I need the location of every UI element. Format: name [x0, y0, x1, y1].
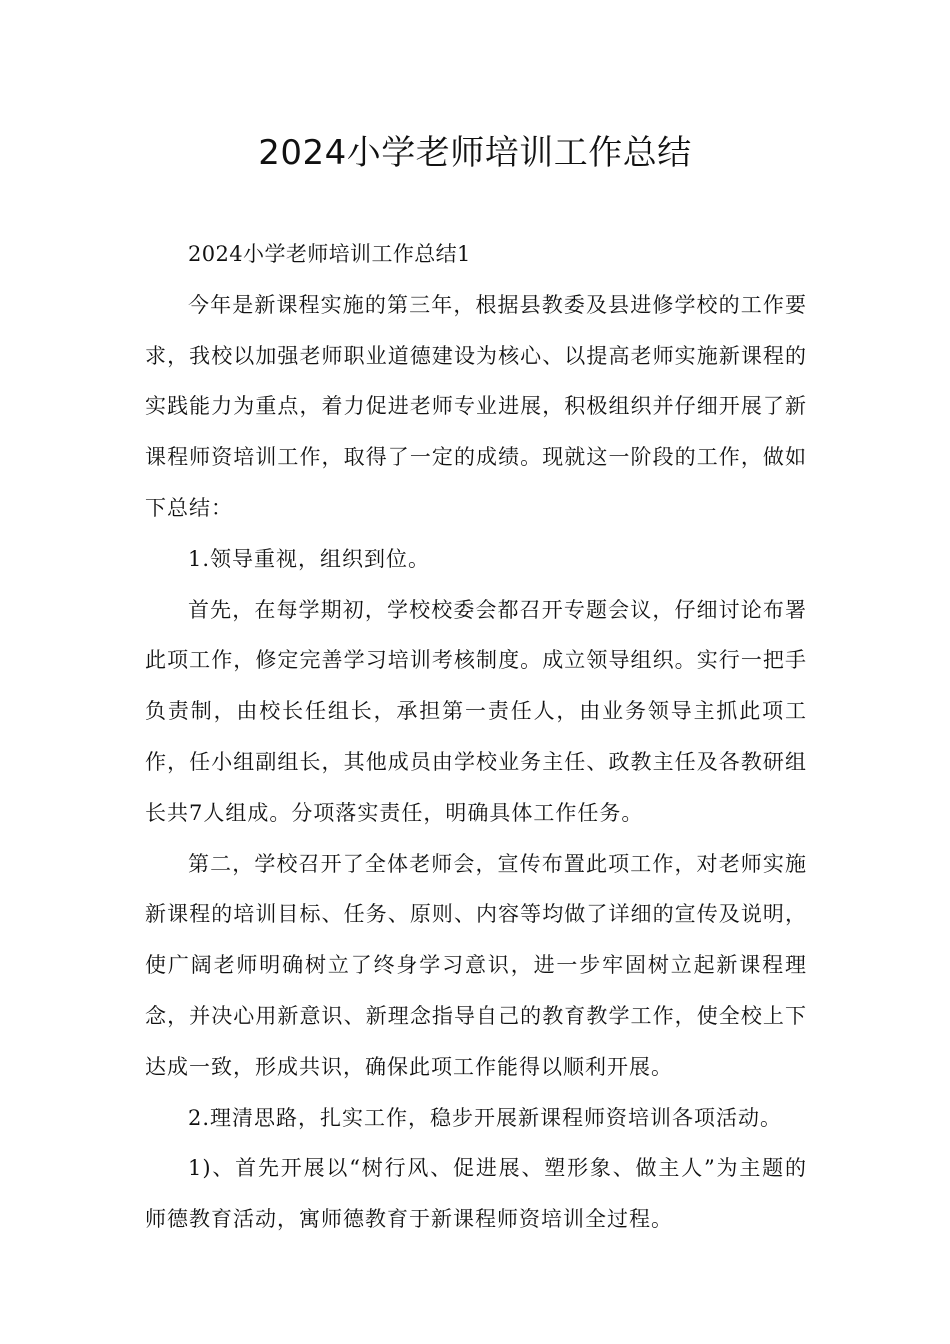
section-subtitle: 2024小学老师培训工作总结1 [188, 242, 471, 266]
section-heading-leadership: 1.领导重视，组织到位。 [188, 546, 431, 571]
document-title: 2024小学老师培训工作总结 [258, 133, 692, 173]
paragraph-first-measures: 首先，在每学期初，学校校委会都召开专题会议，仔细讨论布署此项工作，修定完善学习培训考核制度。成立领导组织。实行一把手负责制，由校长任组长，承担第一责任人，由业务领导主抓此项工作，任小组副组长，其他成员由学校业务主任、政教主任及各教研组长共7人组成。分项落实责任，明确具体工作任务。 [145, 597, 807, 825]
intro-paragraph: 今年是新课程实施的第三年，根据县教委及县进修学校的工作要求，我校以加强老师职业道德建设为核心、以提高老师实施新课程的实践能力为重点，着力促进老师专业进展，积极组织并仔细开展了新课程师资培训工作，取得了一定的成绩。现就这一阶段的工作，做如下总结： [145, 292, 807, 520]
section-heading-approach: 2.理清思路，扎实工作，稳步开展新课程师资培训各项活动。 [188, 1105, 783, 1130]
paragraph-second-measures: 第二，学校召开了全体老师会，宣传布置此项工作，对老师实施新课程的培训目标、任务、原则、内容等均做了详细的宣传及说明，使广阔老师明确树立了终身学习意识，进一步牢固树立起新课程理念，并决心用新意识、新理念指导自己的教育教学工作，使全校上下达成一致，形成共识，确保此项工作能得以顺利开展。 [145, 851, 807, 1079]
paragraph-ethics-activity: 1)、首先开展以“树行风、促进展、塑形象、做主人”为主题的师德教育活动，寓师德教育于新课程师资培训全过程。 [145, 1156, 807, 1232]
document-body [145, 229, 807, 1245]
